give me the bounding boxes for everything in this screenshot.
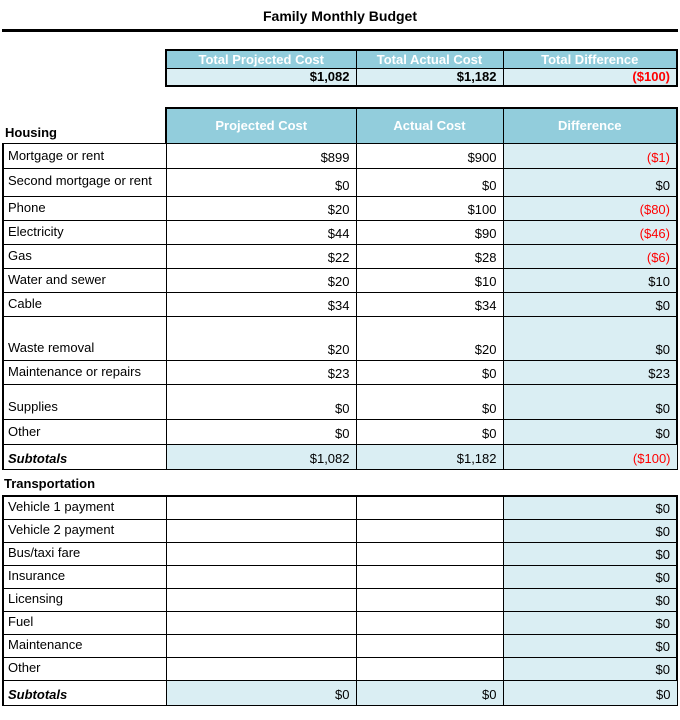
category-label-cell (3, 244, 166, 268)
category-label: Second mortgage or rent (8, 172, 152, 188)
difference-cell[interactable]: $0 (503, 542, 677, 565)
category-label: Licensing (8, 590, 63, 606)
difference-cell[interactable]: $0 (503, 168, 677, 196)
actual-cost-cell[interactable] (356, 611, 503, 634)
summary-header-total-projected: Total Projected Cost (166, 50, 356, 69)
category-label: Fuel (8, 613, 34, 629)
projected-cost-cell[interactable] (166, 542, 356, 565)
projected-cost-cell[interactable]: $22 (166, 244, 356, 268)
budget-row (3, 519, 677, 542)
budget-row (3, 384, 677, 419)
actual-cost-cell[interactable]: $34 (356, 292, 503, 316)
budget-row (3, 316, 677, 360)
difference-cell[interactable]: $0 (503, 419, 677, 444)
category-label: Other (8, 423, 41, 439)
projected-cost-cell[interactable]: $34 (166, 292, 356, 316)
budget-row (3, 196, 677, 220)
category-label: Electricity (8, 223, 64, 239)
category-label: Cable (8, 295, 42, 311)
subtotal-actual-cell[interactable]: $0 (356, 680, 503, 705)
projected-cost-cell[interactable] (166, 565, 356, 588)
subtotal-difference-cell[interactable]: ($100) (503, 444, 677, 469)
actual-cost-cell[interactable]: $20 (356, 316, 503, 360)
category-label: Waste removal (8, 339, 95, 355)
category-label: Insurance (8, 567, 66, 583)
category-label-cell (3, 565, 166, 588)
budget-row (3, 143, 677, 168)
actual-cost-cell[interactable]: $90 (356, 220, 503, 244)
category-label: Vehicle 1 payment (8, 498, 115, 514)
budget-row (3, 634, 677, 657)
projected-cost-cell[interactable]: $0 (166, 168, 356, 196)
actual-cost-cell[interactable] (356, 565, 503, 588)
transportation-subtotals-row (3, 680, 677, 705)
subtotal-difference-cell[interactable]: $0 (503, 680, 677, 705)
category-label-cell (3, 419, 166, 444)
category-label: Water and sewer (8, 271, 106, 287)
category-label-cell (3, 316, 166, 360)
budget-row (3, 419, 677, 444)
actual-cost-cell[interactable]: $0 (356, 360, 503, 384)
budget-row (3, 268, 677, 292)
subtotal-projected-cell[interactable]: $1,082 (166, 444, 356, 469)
difference-cell[interactable]: $0 (503, 384, 677, 419)
summary-values-row (166, 69, 677, 87)
summary-header-row (166, 50, 677, 69)
category-label-cell (3, 292, 166, 316)
subtotal-actual-cell[interactable]: $1,182 (356, 444, 503, 469)
category-label-cell (3, 196, 166, 220)
projected-cost-cell[interactable] (166, 519, 356, 542)
actual-cost-cell[interactable]: $100 (356, 196, 503, 220)
projected-cost-cell[interactable]: $44 (166, 220, 356, 244)
category-label: Vehicle 2 payment (8, 521, 115, 537)
category-label-cell (3, 611, 166, 634)
housing-table (2, 107, 678, 470)
budget-row (3, 168, 677, 196)
category-label-cell (3, 268, 166, 292)
actual-cost-cell[interactable] (356, 588, 503, 611)
category-label-cell (3, 496, 166, 520)
subtotals-label: Subtotals (3, 444, 166, 469)
budget-row (3, 611, 677, 634)
summary-header-total-difference: Total Difference (503, 50, 677, 69)
actual-cost-cell[interactable]: $900 (356, 143, 503, 168)
difference-cell[interactable]: ($46) (503, 220, 677, 244)
difference-cell[interactable]: $0 (503, 588, 677, 611)
actual-cost-cell[interactable] (356, 496, 503, 520)
projected-cost-cell[interactable]: $20 (166, 268, 356, 292)
projected-cost-cell[interactable]: $0 (166, 384, 356, 419)
budget-row (3, 292, 677, 316)
category-label-cell (3, 168, 166, 196)
difference-cell[interactable]: ($80) (503, 196, 677, 220)
budget-sheet (2, 0, 678, 706)
actual-cost-cell[interactable] (356, 542, 503, 565)
projected-cost-cell[interactable] (166, 496, 356, 520)
total-projected-cost-cell[interactable]: $1,082 (166, 69, 356, 87)
budget-row (3, 588, 677, 611)
difference-cell[interactable]: $0 (503, 611, 677, 634)
difference-cell[interactable]: $0 (503, 634, 677, 657)
actual-cost-cell[interactable]: $0 (356, 168, 503, 196)
projected-cost-cell[interactable]: $0 (166, 419, 356, 444)
difference-cell[interactable]: $0 (503, 565, 677, 588)
category-label-cell (3, 519, 166, 542)
actual-cost-cell[interactable]: $10 (356, 268, 503, 292)
actual-cost-cell[interactable]: $0 (356, 384, 503, 419)
subtotals-label: Subtotals (3, 680, 166, 705)
title-divider (2, 29, 678, 32)
budget-row (3, 565, 677, 588)
difference-cell[interactable]: $0 (503, 519, 677, 542)
category-label: Maintenance (8, 636, 83, 652)
difference-cell[interactable]: ($6) (503, 244, 677, 268)
subtotal-projected-cell[interactable]: $0 (166, 680, 356, 705)
projected-cost-cell[interactable]: $20 (166, 316, 356, 360)
difference-cell[interactable]: $10 (503, 268, 677, 292)
page-title: Family Monthly Budget (263, 8, 417, 24)
category-label: Supplies (8, 398, 58, 414)
difference-cell[interactable]: $23 (503, 360, 677, 384)
summary-header-total-actual: Total Actual Cost (356, 50, 503, 69)
housing-header-row (3, 108, 677, 143)
category-label-cell (3, 657, 166, 680)
budget-row (3, 657, 677, 680)
total-difference-cell[interactable]: ($100) (503, 69, 677, 87)
column-header-difference: Difference (503, 108, 677, 143)
category-label-cell (3, 220, 166, 244)
projected-cost-cell[interactable] (166, 588, 356, 611)
projected-cost-cell[interactable] (166, 657, 356, 680)
category-label: Maintenance or repairs (8, 363, 141, 379)
housing-section-label: Housing (5, 124, 57, 140)
category-label: Gas (8, 247, 32, 263)
total-actual-cost-cell[interactable]: $1,182 (356, 69, 503, 87)
actual-cost-cell[interactable] (356, 634, 503, 657)
actual-cost-cell[interactable] (356, 657, 503, 680)
projected-cost-cell[interactable]: $23 (166, 360, 356, 384)
housing-rows (3, 143, 677, 444)
projected-cost-cell[interactable]: $899 (166, 143, 356, 168)
transportation-section-label: Transportation (4, 475, 96, 491)
budget-row (3, 360, 677, 384)
actual-cost-cell[interactable]: $0 (356, 419, 503, 444)
category-label-cell (3, 360, 166, 384)
difference-cell[interactable]: $0 (503, 292, 677, 316)
projected-cost-cell[interactable]: $20 (166, 196, 356, 220)
difference-cell[interactable]: $0 (503, 657, 677, 680)
transportation-rows (3, 496, 677, 681)
projected-cost-cell[interactable] (166, 611, 356, 634)
category-label-cell (3, 143, 166, 168)
actual-cost-cell[interactable]: $28 (356, 244, 503, 268)
budget-row (3, 542, 677, 565)
category-label-cell (3, 634, 166, 657)
column-header-projected: Projected Cost (166, 108, 356, 143)
category-label: Mortgage or rent (8, 147, 105, 163)
difference-cell[interactable]: ($1) (503, 143, 677, 168)
category-label: Bus/taxi fare (8, 544, 81, 560)
category-label-cell (3, 384, 166, 419)
transportation-table (2, 495, 678, 706)
budget-row (3, 220, 677, 244)
housing-subtotals-row (3, 444, 677, 469)
totals-summary-table (165, 49, 678, 87)
actual-cost-cell[interactable] (356, 519, 503, 542)
budget-row (3, 244, 677, 268)
budget-row (3, 496, 677, 520)
projected-cost-cell[interactable] (166, 634, 356, 657)
category-label-cell (3, 542, 166, 565)
difference-cell[interactable]: $0 (503, 496, 677, 520)
column-header-actual: Actual Cost (356, 108, 503, 143)
category-label-cell (3, 588, 166, 611)
category-label: Other (8, 659, 41, 675)
difference-cell[interactable]: $0 (503, 316, 677, 360)
category-label: Phone (8, 199, 46, 215)
